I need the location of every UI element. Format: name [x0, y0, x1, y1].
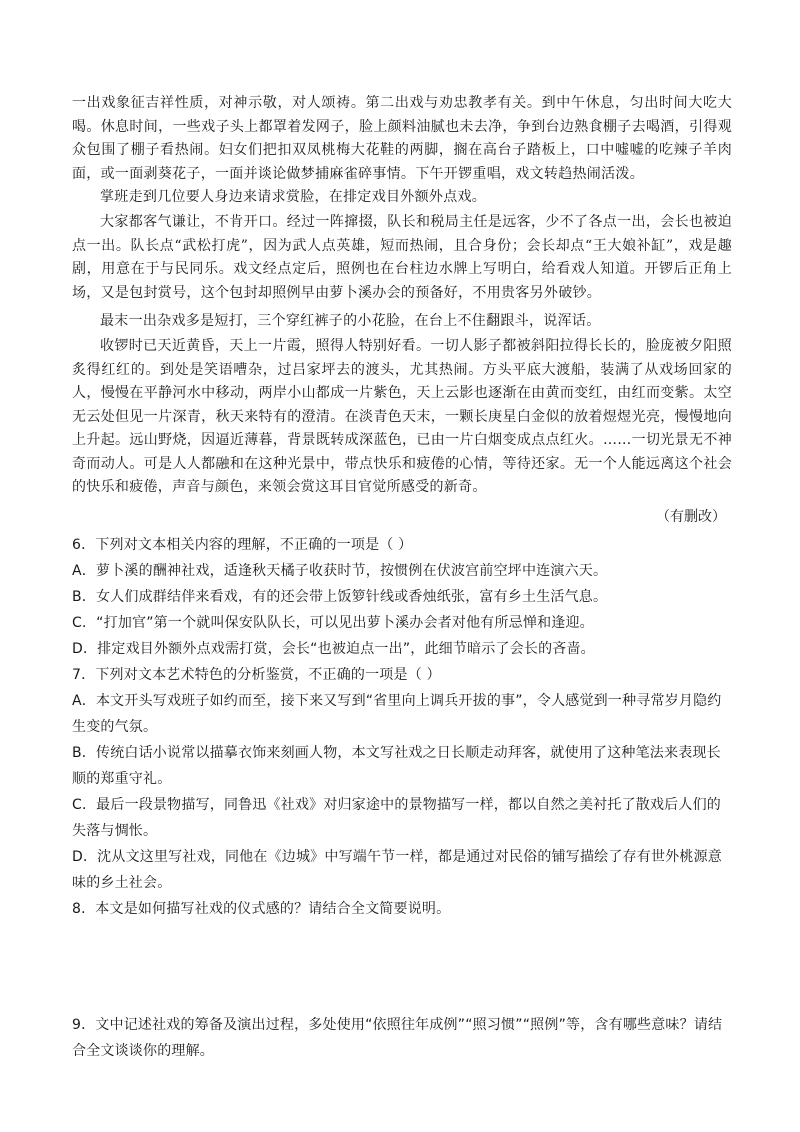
question-6-option-b: B．女人们成群结伴来看戏，有的还会带上饭箩针线或香烛纸张，富有乡土生活气息。	[72, 589, 608, 605]
passage-paragraph-3: 大家都客气谦让，不肯开口。经过一阵撺掇，队长和税局主任是远客，少不了各点一出，会长也被迫点一出。队长点“武松打虎”，因为武人点英雄，短而热闹，且合身份；会长却点“王大娘补缸”，戏是趣剧，用意在于与民同乐。戏文经点定后，照例也在台柱边水牌上写明白，给看戏人知道。开锣后正角上场，又是包封赏号，这个包封却照例早由萝卜溪办会的预备好，不用贵客另外破钞。	[72, 214, 732, 301]
question-7-stem: 7．下列对文本艺术特色的分析鉴赏，不正确的一项是（ ）	[72, 667, 441, 683]
question-8-stem: 8．本文是如何描写社戏的仪式感的？请结合全文简要说明。	[72, 901, 451, 917]
question-6-option-c: C．“打加官”第一个就叫保安队队长，可以见出萝卜溪办会者对他有所忌惮和逢迎。	[72, 615, 594, 631]
passage-paragraph-5: 收锣时已天近黄昏，天上一片霞，照得人特别好看。一切人影子都被斜阳拉得长长的，脸庞被夕阳照炙得红红的。到处是笑语嘈杂，过吕家坪去的渡头，尤其热闹。方头平底大渡船，装满了从戏场回家的人，慢慢在平静河水中移动，两岸小山都成一片紫色，天上云影也逐渐在由黄而变红，由红而变紫。太空无云处但见一片深青，秋天来特有的澄清。在淡青色天末，一颗长庚星白金似的放着煜煜光亮，慢慢地向上升起。远山野烧，因逼近薄暮，背景既转成深蓝色，已由一片白烟变成点点红火。……一切光景无不神奇而动人。可是人人都融和在这种光景中，带点快乐和疲倦的心情，等待还家。无一个人能远离这个社会的快乐和疲倦，声音与颜色，来领会赏这耳目官觉所感受的新奇。	[72, 338, 732, 495]
question-6-option-d: D．排定戏目外额外点戏需打赏，会长“也被迫点一出”，此细节暗示了会长的吝啬。	[72, 641, 595, 657]
question-7-option-a: A．本文开头写戏班子如约而至，接下来又写到“省里向上调兵开拔的事”，令人感觉到一种寻常岁月隐约生变的气氛。	[72, 693, 722, 735]
passage-paragraph-1: 一出戏象征吉祥性质，对神示敬，对人颂祷。第二出戏与劝忠教孝有关。到中午休息，匀出时间大吃大喝。休息时间，一些戏子头上都罩着发网子，脸上颜料油腻也未去净，争到台边熟食棚子去喝酒，引得观众包围了棚子看热闹。妇女们把扣双凤桃梅大花鞋的两脚，搁在高台子踏板上，口中嘘嘘的吃辣子羊肉面，或一面剥葵花子，一面并谈论做梦捕麻雀碎事情。下午开锣重唱，戏文转趋热闹活泼。	[72, 95, 732, 182]
passage-paragraph-2: 掌班走到几位要人身边来请求赏脸，在排定戏目外额外点戏。	[100, 189, 487, 205]
question-7-option-d: D．沈从文这里写社戏，同他在《边城》中写端午节一样，都是通过对民俗的铺写描绘了存有世外桃源意味的乡土社会。	[72, 849, 722, 891]
passage-paragraph-4: 最末一出杂戏多是短打，三个穿红裤子的小花脸，在台上不住翻跟斗，说浑话。	[100, 313, 601, 329]
question-6-stem: 6．下列对文本相关内容的理解，不正确的一项是（ ）	[72, 537, 413, 553]
question-7-option-b: B．传统白话小说常以描摹衣饰来刻画人物，本文写社戏之日长顺走动拜客，就使用了这种笔法来表现长顺的郑重守礼。	[72, 745, 721, 787]
question-6-option-a: A．萝卜溪的酬神社戏，适逢秋天橘子收获时节，按惯例在伏波宫前空坪中连演六天。	[72, 563, 608, 579]
source-note: （有删改）	[656, 509, 726, 525]
question-7-option-c: C．最后一段景物描写，同鲁迅《社戏》对归家途中的景物描写一样，都以自然之美衬托了散戏后人们的失落与惆怅。	[72, 797, 721, 839]
question-9-stem: 9．文中记述社戏的筹备及演出过程，多处使用“依照往年成例”“照习惯”“照例”等，含有哪些意味？请结合全文谈谈你的理解。	[72, 1017, 723, 1059]
